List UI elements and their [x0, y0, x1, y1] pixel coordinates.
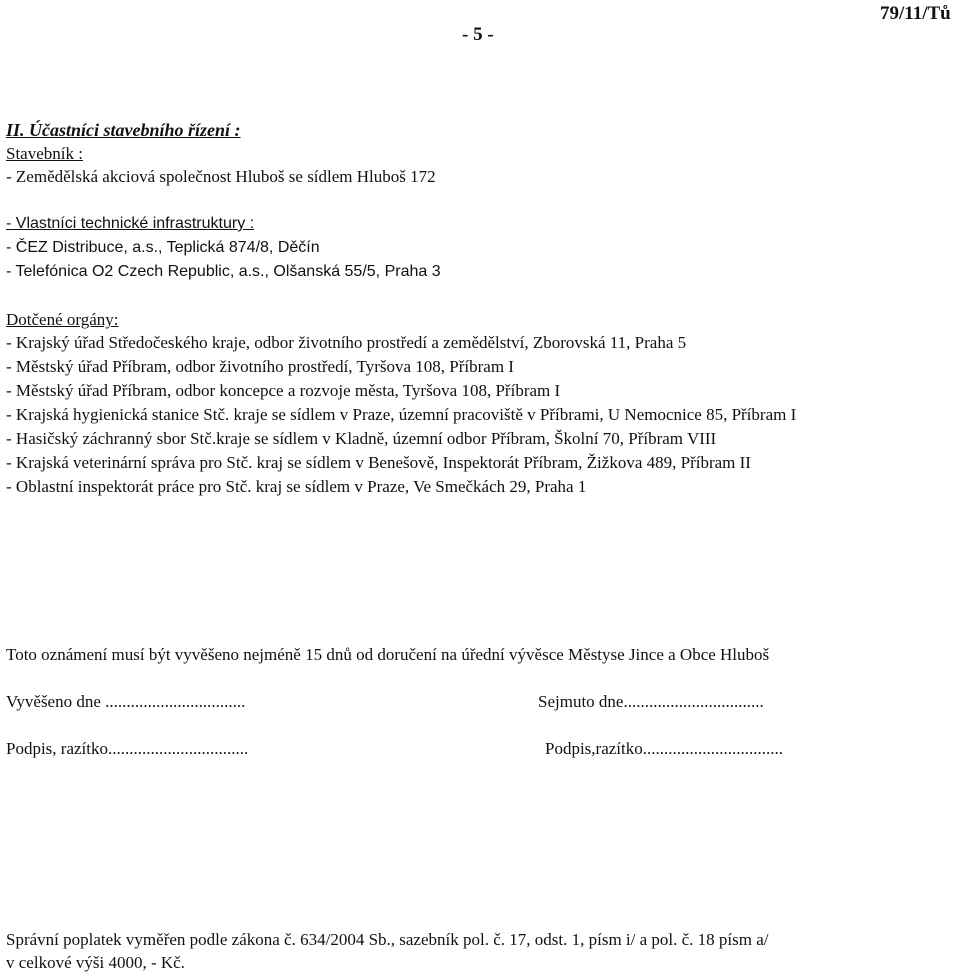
organ-item: - Krajská veterinární správa pro Stč. kraj se sídlem v Benešově, Inspektorát Příbram, Žižkova 489, Příbram II	[6, 453, 751, 472]
notice-text: Toto oznámení musí být vyvěšeno nejméně 15 dnů od doručení na úřední vývěsce Městyse Jince a Obce Hluboš	[6, 645, 770, 664]
section-title: II. Účastníci stavebního řízení :	[6, 120, 241, 140]
builder-entry: - Zemědělská akciová společnost Hluboš se sídlem Hluboš 172	[6, 167, 436, 186]
organ-item: - Hasičský záchranný sbor Stč.kraje se sídlem v Kladně, územní odbor Příbram, Školní 70, Příbram VIII	[6, 429, 717, 448]
reference-number: 79/11/Tů	[880, 3, 951, 24]
fee-line: v celkové výši 4000, - Kč.	[6, 953, 185, 972]
organs-label: Dotčené orgány:	[6, 310, 119, 329]
posted-date-field: Vyvěšeno dne .................................	[6, 692, 246, 711]
owner-item: - Telefónica O2 Czech Republic, a.s., Olšanská 55/5, Praha 3	[6, 263, 441, 280]
owners-label: - Vlastníci technické infrastruktury :	[6, 215, 255, 232]
signature-field-removed: Podpis,razítko.................................	[545, 739, 783, 758]
owner-item: - ČEZ Distribuce, a.s., Teplická 874/8, Děčín	[6, 239, 320, 256]
removed-date-field: Sejmuto dne.................................	[538, 692, 764, 711]
signature-field-posted: Podpis, razítko.................................	[6, 739, 249, 758]
organ-item: - Oblastní inspektorát práce pro Stč. kraj se sídlem v Praze, Ve Smečkách 29, Praha 1	[6, 477, 587, 496]
organ-item: - Městský úřad Příbram, odbor životního prostředí, Tyršova 108, Příbram I	[6, 357, 514, 376]
fee-line: Správní poplatek vyměřen podle zákona č. 634/2004 Sb., sazebník pol. č. 17, odst. 1, písm i/ a pol. č. 18 písm a/	[6, 930, 769, 949]
builder-label: Stavebník :	[6, 144, 83, 163]
organ-item: - Krajský úřad Středočeského kraje, odbor životního prostředí a zemědělství, Zborovská 11, Praha 5	[6, 333, 687, 352]
page-number: - 5 -	[462, 24, 494, 45]
organ-item: - Městský úřad Příbram, odbor koncepce a rozvoje města, Tyršova 108, Příbram I	[6, 381, 561, 400]
organ-item: - Krajská hygienická stanice Stč. kraje se sídlem v Praze, územní pracoviště v Příbrami, U Nemocnice 85, Příbram I	[6, 405, 797, 424]
